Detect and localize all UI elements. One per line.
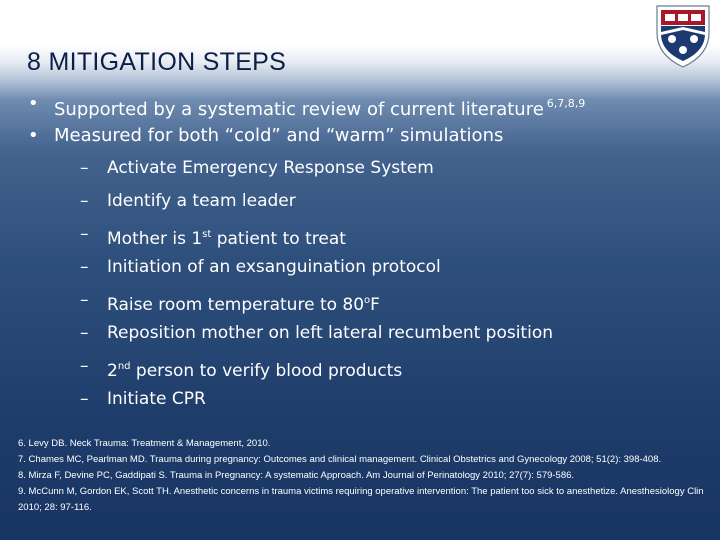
reference-item: 9. McCunn M, Gordon EK, Scott TH. Anesthetic concerns in trauma victims requiring operative intervention: The patient too sick to anesthetize. Anesthesiology Clin 2010; 28: 97-116. bbox=[18, 486, 704, 513]
step-text: Raise room temperature to 80 bbox=[107, 295, 365, 315]
citation-superscript: 6,7,8,9 bbox=[546, 97, 586, 110]
bullet-marker: • bbox=[28, 125, 39, 146]
step-text-suffix: patient to treat bbox=[211, 229, 346, 249]
step-text: Initiation of an exsanguination protocol bbox=[107, 257, 441, 277]
reference-item: 7. Chames MC, Pearlman MD. Trauma during pregnancy: Outcomes and clinical management. Clinical Obstetrics and Gynecology 2008; 51(2): 398-408. bbox=[18, 454, 662, 465]
step-text-suffix: F bbox=[370, 295, 380, 315]
step-text: Reposition mother on left lateral recumbent position bbox=[107, 323, 554, 343]
dash-marker: – bbox=[80, 290, 89, 310]
dash-marker: – bbox=[80, 389, 89, 409]
bullet-text: Measured for both “cold” and “warm” simulations bbox=[54, 125, 504, 146]
dash-marker: – bbox=[80, 323, 89, 343]
ordinal-superscript: nd bbox=[117, 361, 131, 372]
dash-marker: – bbox=[80, 158, 89, 178]
degree-superscript: o bbox=[364, 295, 371, 306]
bullet-text: Supported by a systematic review of current literature bbox=[54, 99, 544, 120]
step-text: Mother is 1 bbox=[107, 229, 203, 249]
reference-item: 6. Levy DB. Neck Trauma: Treatment & Management, 2010. bbox=[18, 438, 271, 449]
dash-marker: – bbox=[80, 257, 89, 277]
dash-marker: – bbox=[80, 356, 89, 376]
reference-item: 8. Mirza F, Devine PC, Gaddipati S. Trauma in Pregnancy: A systematic Approach. Am Journal of Perinatology 2010; 27(7): 579-586. bbox=[18, 470, 575, 481]
university-shield-logo bbox=[654, 3, 712, 69]
step-text: 2 bbox=[107, 361, 118, 381]
step-text: Initiate CPR bbox=[107, 389, 206, 409]
slide-title: 8 MITIGATION STEPS bbox=[27, 48, 287, 76]
ordinal-superscript: st bbox=[202, 229, 212, 240]
references bbox=[18, 436, 712, 516]
bullet-marker: • bbox=[28, 93, 39, 114]
dash-marker: – bbox=[80, 224, 89, 244]
step-text-suffix: person to verify blood products bbox=[130, 361, 403, 381]
dash-marker: – bbox=[80, 191, 89, 211]
step-text: Identify a team leader bbox=[107, 191, 296, 211]
step-text: Activate Emergency Response System bbox=[107, 158, 434, 178]
